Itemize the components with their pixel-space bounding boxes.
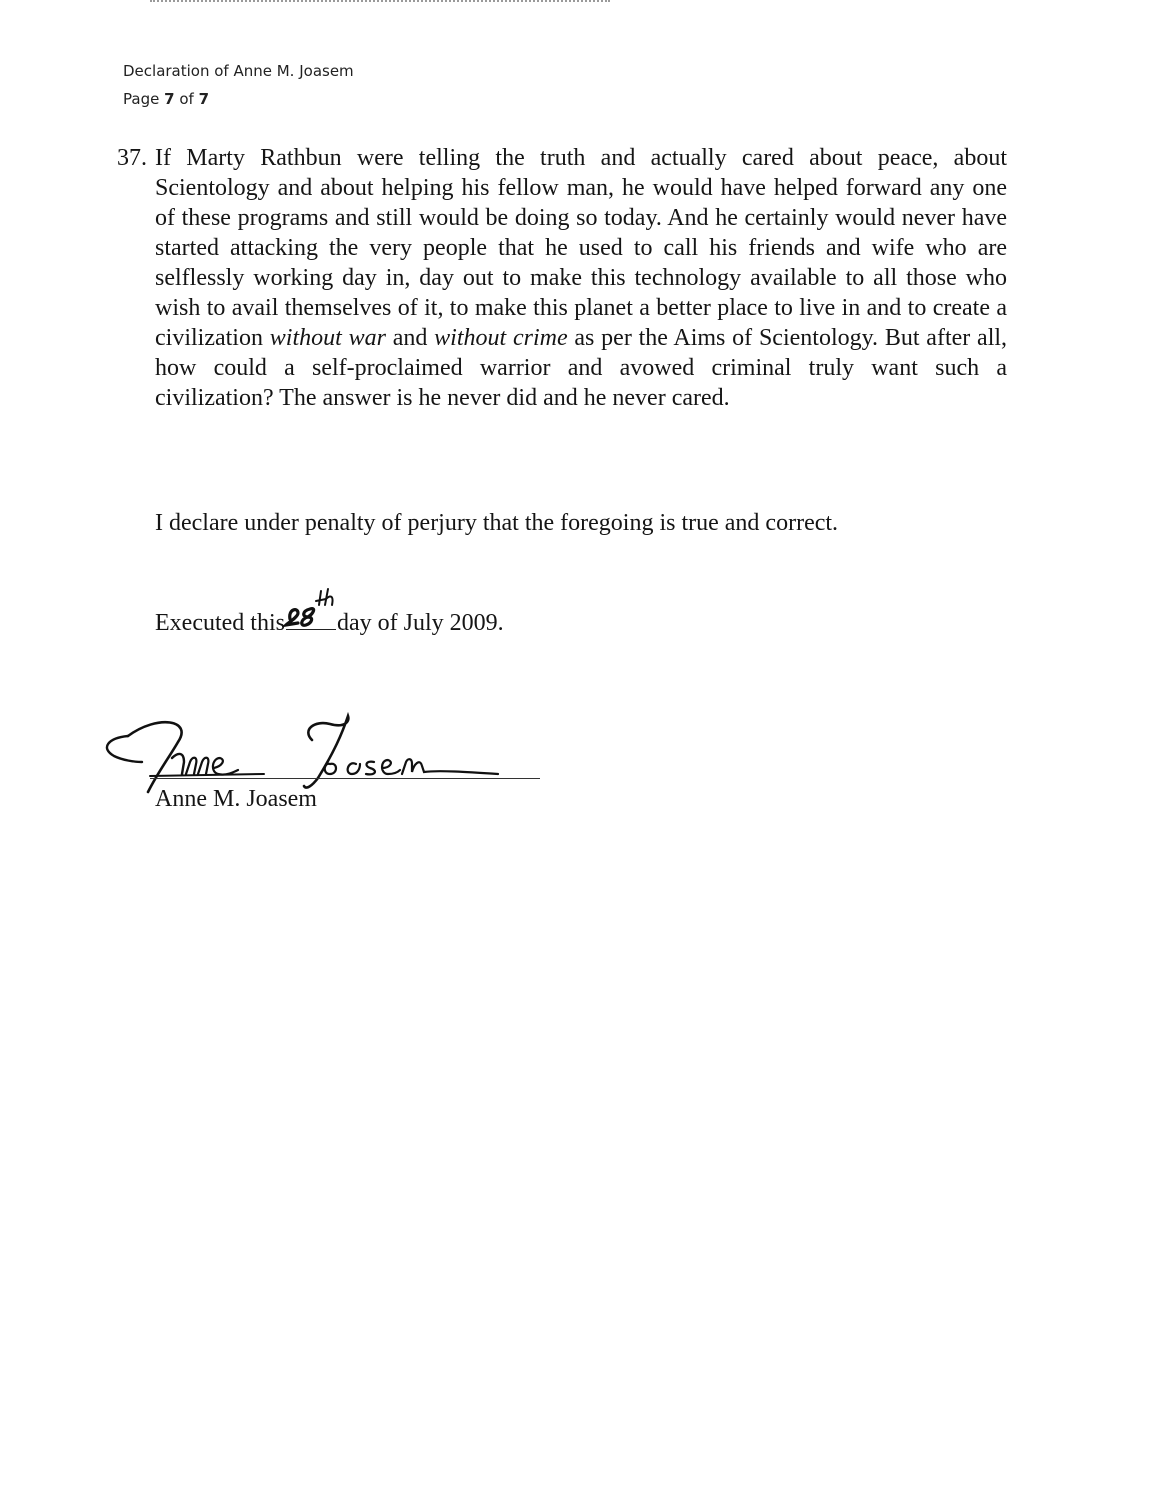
page-total: 7: [198, 90, 210, 108]
page-current: 7: [164, 90, 175, 108]
paragraph-37: [117, 143, 1007, 413]
page-prefix: Page: [123, 90, 160, 108]
paragraph-text-1: If Marty Rathbun were telling the truth and actually cared about peace, about Scientology and about helping his fellow man, he would have helped forward any one of these programs and still would be doing so today. And he certainly would never have started attacking the very people that he used to call his friends and wife who are selflessly working day in, day out to make this technology available to all those who wish to avail themselves of it, to make this planet a better place to live in and to create a civilization: [155, 145, 1007, 351]
execution-suffix: day of July 2009.: [336, 610, 504, 636]
paragraph-body: [155, 143, 1007, 413]
paragraph-italic-without-war: without war: [269, 325, 386, 351]
paragraph-italic-without-crime: without crime: [434, 325, 568, 351]
document-title: Declaration of Anne M. Joasem: [123, 62, 354, 80]
page-of: of: [179, 90, 194, 108]
signature-line: [150, 778, 540, 779]
perjury-declaration: I declare under penalty of perjury that the foregoing is true and correct.: [155, 510, 839, 536]
page-header: [123, 57, 354, 113]
day-blank: [286, 607, 336, 630]
execution-prefix: Executed this: [155, 610, 285, 636]
paragraph-text-3: as per the Aims of Scientology. But after all, how could a self-proclaimed warrior and avowed criminal truly want such a civilization? The answer is he never did and he never cared.: [155, 325, 1008, 411]
paragraph-number: 37.: [117, 145, 147, 171]
cut-off-previous-text: [150, 0, 610, 4]
page-number: [123, 85, 354, 113]
handwritten-day: [282, 585, 342, 631]
printed-signer-name: Anne M. Joasem: [155, 786, 317, 812]
paragraph-text-2: and: [385, 325, 435, 351]
execution-line: [155, 607, 504, 637]
